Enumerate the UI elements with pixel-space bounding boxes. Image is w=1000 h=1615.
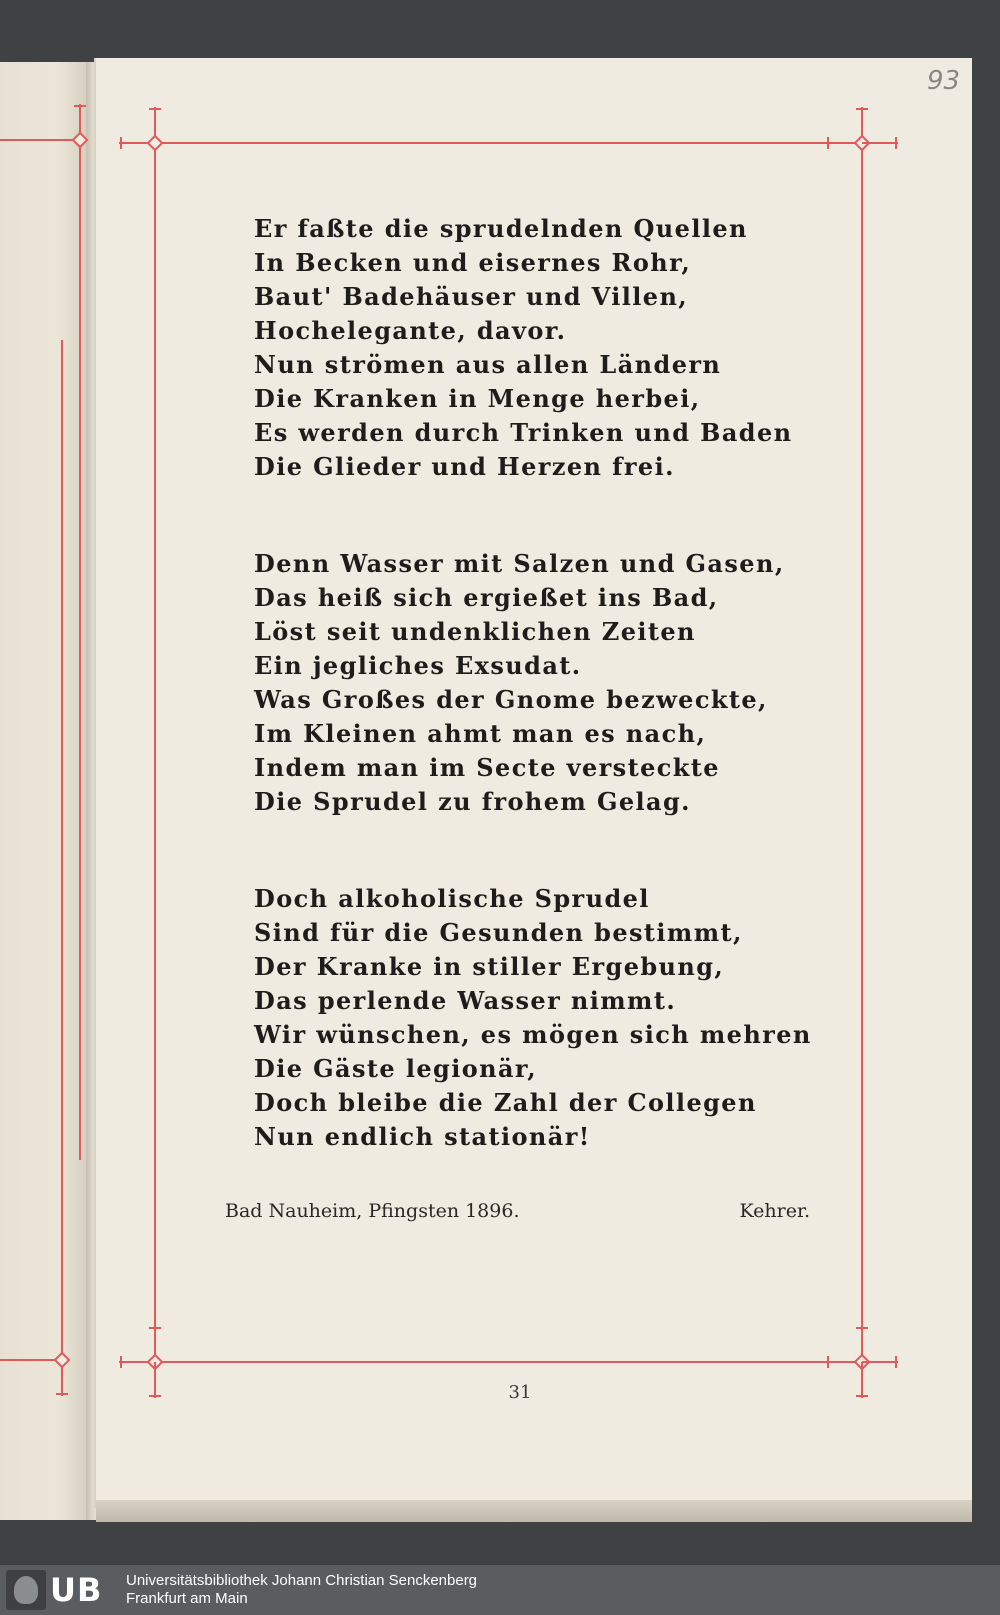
poem-line: Wir wünschen, es mögen sich mehren <box>254 1020 812 1049</box>
poem-line: Löst seit undenklichen Zeiten <box>254 617 696 646</box>
place-date: Bad Nauheim, Pfingsten 1896. <box>225 1200 520 1222</box>
library-footer <box>0 1565 1000 1615</box>
poem <box>254 212 812 1154</box>
stanza <box>254 212 793 484</box>
poem-line: Hochelegante, davor. <box>254 316 567 345</box>
shelf-mark: 93 <box>927 66 961 96</box>
poem-line: Das perlende Wasser nimmt. <box>254 986 677 1015</box>
poem-line: Was Großes der Gnome bezweckte, <box>254 685 768 714</box>
poem-line: Der Kranke in stiller Ergebung, <box>254 952 725 981</box>
poem-line: Nun endlich stationär! <box>254 1122 591 1151</box>
poem-line: Die Glieder und Herzen frei. <box>254 452 675 481</box>
corner-ornament <box>55 1353 69 1367</box>
poem-line: Ein jegliches Exsudat. <box>254 651 582 680</box>
author-name: Kehrer. <box>739 1200 810 1222</box>
poem-line: Doch bleibe die Zahl der Collegen <box>254 1088 757 1117</box>
poem-line: Baut' Badehäuser und Villen, <box>254 282 689 311</box>
poem-line: Indem man im Secte versteckte <box>254 753 720 782</box>
library-name-line1: Universitätsbibliothek Johann Christian Senckenberg <box>126 1572 478 1589</box>
stanza <box>254 882 812 1154</box>
poem-line: Sind für die Gesunden bestimmt, <box>254 918 743 947</box>
page-number: 31 <box>508 1382 532 1403</box>
poem-line: Doch alkoholische Sprudel <box>254 884 650 913</box>
poem-line: Im Kleinen ahmt man es nach, <box>254 719 707 748</box>
poem-line: Er faßte die sprudelnden Quellen <box>254 214 748 243</box>
library-name <box>126 1572 477 1608</box>
poem-line: Die Sprudel zu frohem Gelag. <box>254 787 691 816</box>
stanza <box>254 547 785 819</box>
poem-line: Es werden durch Trinken und Baden <box>254 418 793 447</box>
poem-line: In Becken und eisernes Rohr, <box>254 248 692 277</box>
corner-ornament <box>148 136 162 150</box>
poem-line: Die Gäste legionär, <box>254 1054 537 1083</box>
poem-line: Die Kranken in Menge herbei, <box>254 384 701 413</box>
corner-ornament <box>73 133 87 147</box>
library-name-line2: Frankfurt am Main <box>126 1590 248 1607</box>
ub-logo: UB <box>50 1571 103 1609</box>
library-seal-icon <box>6 1570 46 1610</box>
poem-line: Denn Wasser mit Salzen und Gasen, <box>254 549 785 578</box>
poem-line: Nun strömen aus allen Ländern <box>254 350 722 379</box>
poem-line: Das heiß sich ergießet ins Bad, <box>254 583 719 612</box>
